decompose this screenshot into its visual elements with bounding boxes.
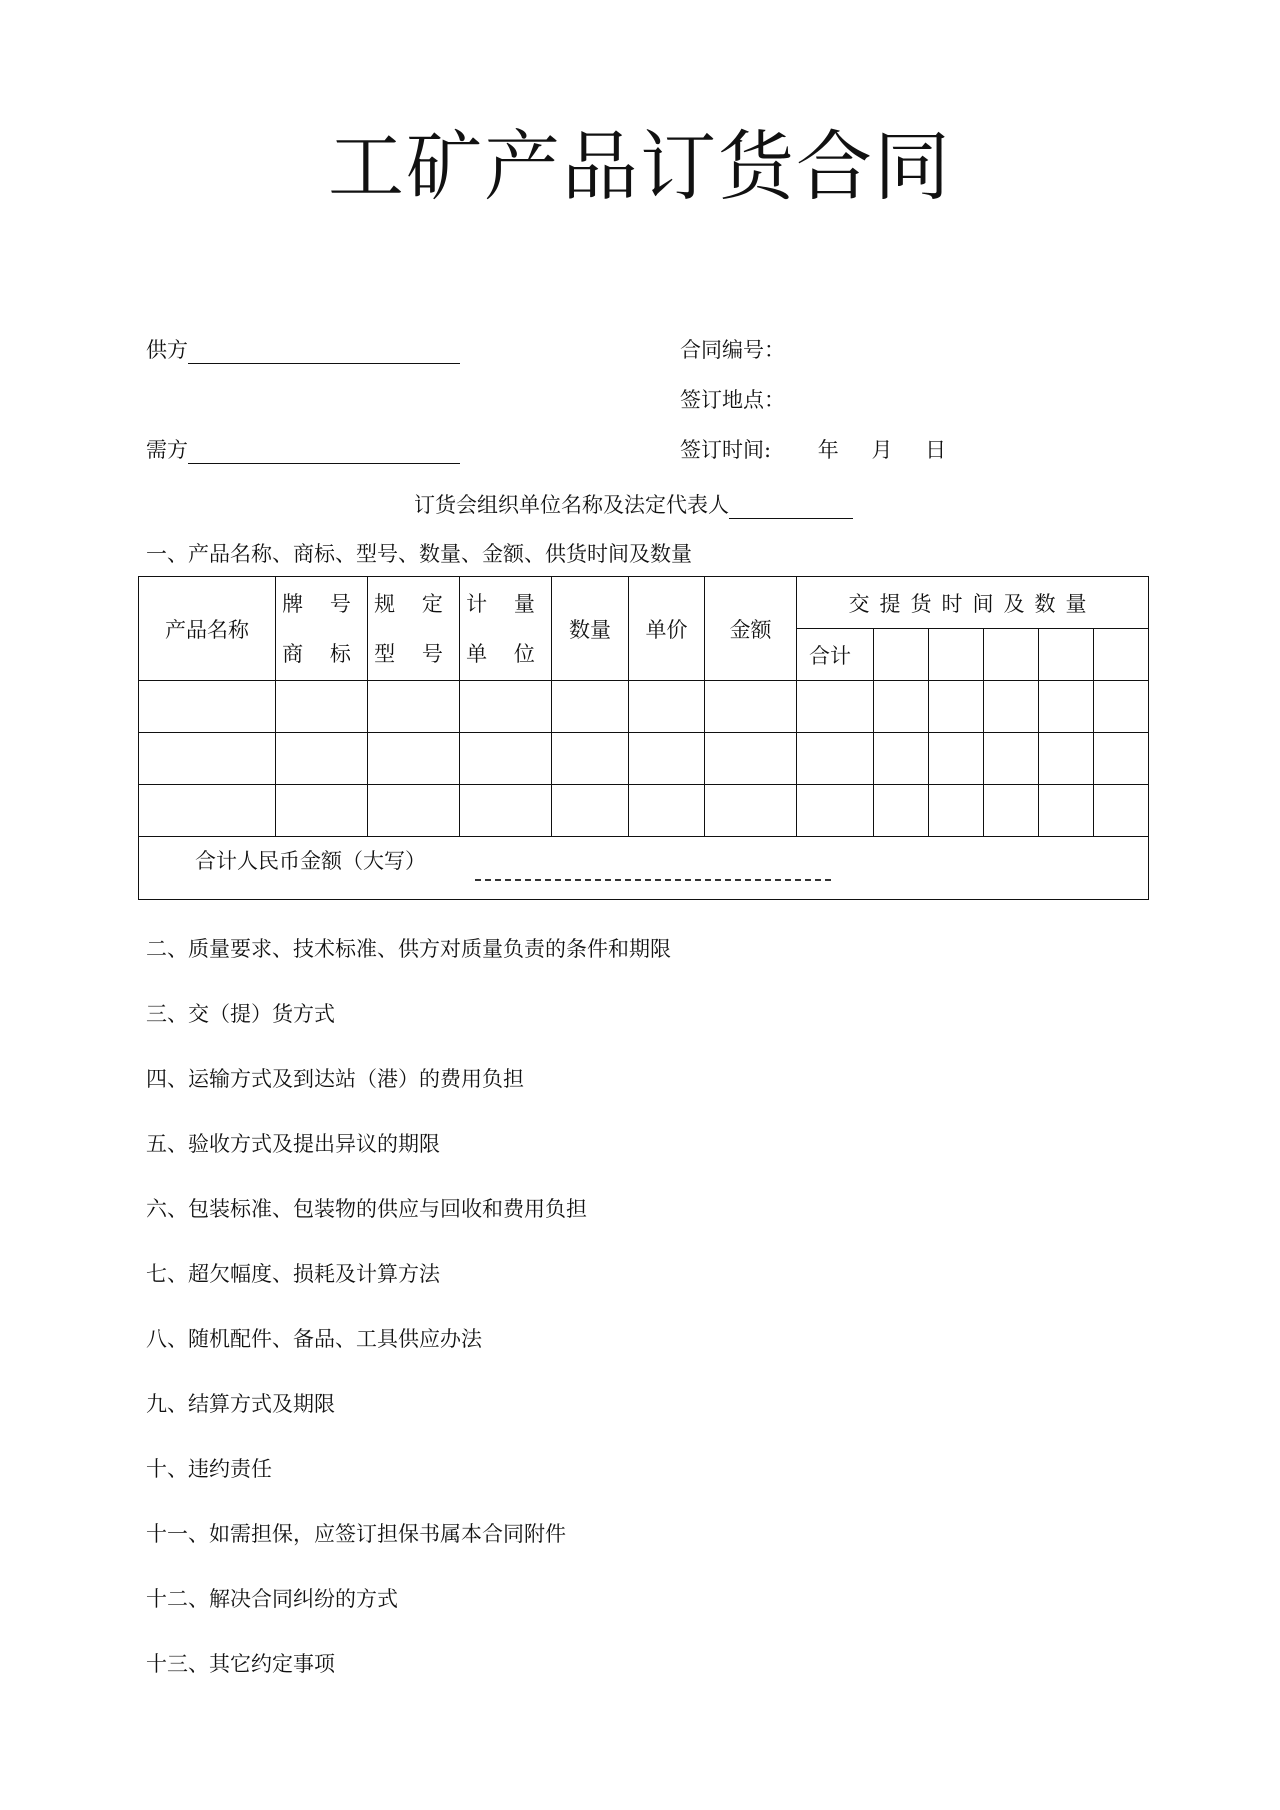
col-spec-header — [368, 577, 460, 681]
col-amount-header: 金额 — [705, 577, 797, 681]
col-brand-header — [276, 577, 368, 681]
section-7-heading: 七、超欠幅度、损耗及计算方法 — [146, 1262, 440, 1286]
col-delivery-header: 交提货时间及数量 — [797, 577, 1149, 629]
contract-no-label: 合同编号： — [680, 338, 785, 362]
table-cell[interactable] — [552, 733, 629, 785]
table-cell[interactable] — [984, 785, 1039, 837]
table-cell[interactable] — [874, 681, 929, 733]
section-2-heading: 二、质量要求、技术标准、供方对质量负责的条件和期限 — [146, 937, 671, 961]
table-header-row — [139, 577, 1149, 629]
table-cell[interactable] — [629, 785, 705, 837]
table-cell[interactable] — [552, 681, 629, 733]
col-subtotal-header: 合计 — [797, 629, 874, 681]
table-cell[interactable] — [368, 785, 460, 837]
delivery-period-cell[interactable] — [874, 629, 929, 681]
col-brand-line2: 商 标 — [282, 641, 361, 666]
section-9-heading: 九、结算方式及期限 — [146, 1392, 335, 1416]
total-amount-cell[interactable] — [139, 837, 1149, 900]
total-row — [139, 837, 1149, 900]
table-cell[interactable] — [874, 785, 929, 837]
table-cell[interactable] — [705, 785, 797, 837]
table-cell[interactable] — [276, 733, 368, 785]
table-cell[interactable] — [797, 785, 874, 837]
table-cell[interactable] — [368, 681, 460, 733]
section-4-heading: 四、运输方式及到达站（港）的费用负担 — [146, 1067, 524, 1091]
day-label: 日 — [925, 438, 947, 462]
table-cell[interactable] — [460, 733, 552, 785]
delivery-period-cell[interactable] — [984, 629, 1039, 681]
col-spec-line1: 规 定 — [374, 591, 453, 616]
table-cell[interactable] — [1039, 733, 1094, 785]
buyer-line — [146, 436, 460, 464]
table-cell[interactable] — [705, 733, 797, 785]
organizer-line — [414, 491, 853, 519]
col-brand-line1: 牌 号 — [282, 591, 361, 616]
table-row — [139, 681, 1149, 733]
col-price-header: 单价 — [629, 577, 705, 681]
buyer-label: 需方 — [146, 438, 188, 462]
table-cell[interactable] — [276, 785, 368, 837]
table-cell[interactable] — [797, 681, 874, 733]
table-cell[interactable] — [629, 681, 705, 733]
section-13-heading: 十三、其它约定事项 — [146, 1652, 335, 1676]
supplier-label: 供方 — [146, 338, 188, 362]
table-cell[interactable] — [1039, 681, 1094, 733]
col-spec-line2: 型 号 — [374, 641, 453, 666]
table-cell[interactable] — [629, 733, 705, 785]
total-amount-dashed-line — [475, 879, 831, 881]
table-cell[interactable] — [139, 785, 276, 837]
table-cell[interactable] — [552, 785, 629, 837]
order-table — [138, 576, 1149, 900]
col-unit-line1: 计 量 — [466, 591, 545, 616]
delivery-period-cell[interactable] — [1094, 629, 1149, 681]
supplier-line — [146, 336, 460, 364]
organizer-label: 订货会组织单位名称及法定代表人 — [414, 493, 729, 517]
section-8-heading: 八、随机配件、备品、工具供应办法 — [146, 1327, 482, 1351]
delivery-period-cell[interactable] — [929, 629, 984, 681]
table-cell[interactable] — [874, 733, 929, 785]
section-5-heading: 五、验收方式及提出异议的期限 — [146, 1132, 440, 1156]
table-cell[interactable] — [460, 785, 552, 837]
year-label: 年 — [817, 438, 839, 462]
table-cell[interactable] — [705, 681, 797, 733]
total-amount-label: 合计人民币金额（大写） — [195, 849, 426, 873]
section-1-heading: 一、产品名称、商标、型号、数量、金额、供货时间及数量 — [146, 542, 692, 566]
contract-title: 工矿产品订货合同 — [328, 122, 952, 211]
table-cell[interactable] — [984, 681, 1039, 733]
table-cell[interactable] — [929, 785, 984, 837]
table-cell[interactable] — [1094, 681, 1149, 733]
table-row — [139, 785, 1149, 837]
table-cell[interactable] — [460, 681, 552, 733]
table-row — [139, 733, 1149, 785]
table-cell[interactable] — [276, 681, 368, 733]
table-cell[interactable] — [139, 681, 276, 733]
table-cell[interactable] — [1094, 733, 1149, 785]
sign-place-label: 签订地点： — [680, 388, 785, 412]
sign-time-label: 签订时间: — [680, 438, 772, 462]
table-cell[interactable] — [929, 733, 984, 785]
delivery-period-cell[interactable] — [1039, 629, 1094, 681]
col-qty-header: 数量 — [552, 577, 629, 681]
table-cell[interactable] — [797, 733, 874, 785]
table-cell[interactable] — [1094, 785, 1149, 837]
table-cell[interactable] — [139, 733, 276, 785]
table-cell[interactable] — [1039, 785, 1094, 837]
sign-time-line — [680, 436, 946, 464]
organizer-field[interactable] — [729, 496, 853, 519]
table-cell[interactable] — [929, 681, 984, 733]
section-3-heading: 三、交（提）货方式 — [146, 1002, 335, 1026]
section-6-heading: 六、包装标准、包装物的供应与回收和费用负担 — [146, 1197, 587, 1221]
month-label: 月 — [871, 438, 893, 462]
section-12-heading: 十二、解决合同纠纷的方式 — [146, 1587, 398, 1611]
col-unit-line2: 单 位 — [466, 641, 545, 666]
table-cell[interactable] — [368, 733, 460, 785]
section-11-heading: 十一、如需担保，应签订担保书属本合同附件 — [146, 1522, 566, 1546]
buyer-field[interactable] — [188, 441, 460, 464]
section-10-heading: 十、违约责任 — [146, 1457, 272, 1481]
col-unit-header — [460, 577, 552, 681]
table-cell[interactable] — [984, 733, 1039, 785]
col-product-header: 产品名称 — [139, 577, 276, 681]
supplier-field[interactable] — [188, 341, 460, 364]
